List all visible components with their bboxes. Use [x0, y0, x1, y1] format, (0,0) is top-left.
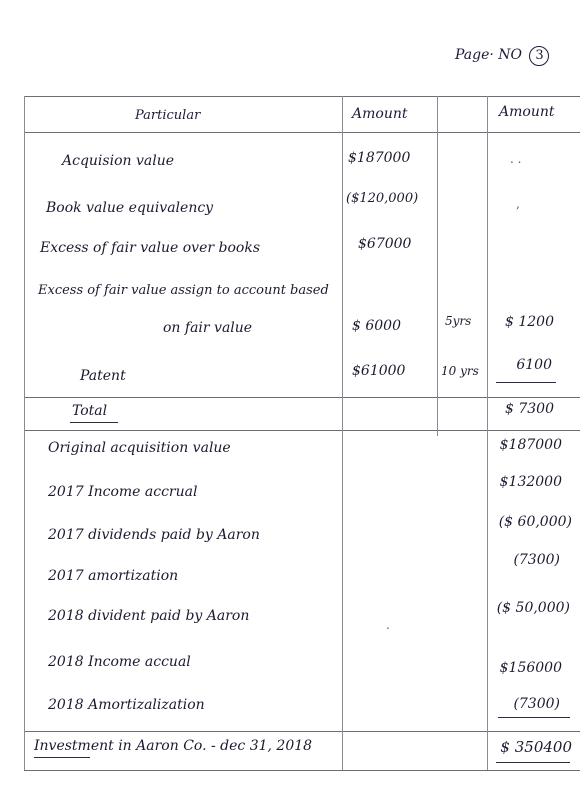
inv-row-original-amount: $187000	[499, 437, 562, 453]
inv-row-2018-amort-amount: (7300)	[513, 696, 560, 712]
years-column-divider	[437, 96, 438, 436]
row-book-value-label: Book value equivalency	[46, 200, 214, 216]
final-top-border	[24, 731, 580, 732]
row-patent-amount: $61000	[352, 363, 406, 379]
row-excess-assign-years: 5yrs	[445, 314, 472, 328]
inv-row-2018-amort-label: 2018 Amortizalization	[48, 697, 205, 713]
row-acquisition-amount: $187000	[348, 150, 411, 166]
total-label: Total	[72, 403, 108, 419]
inv-row-2017-amort-amount: (7300)	[513, 552, 560, 568]
amount-column-divider	[342, 96, 343, 770]
row-excess-label: Excess of fair value over books	[40, 240, 261, 256]
header-amount-1: Amount	[352, 106, 408, 122]
inv-row-original-label: Original acquisition value	[48, 440, 231, 456]
row-excess-amount: $67000	[358, 236, 412, 252]
amort-underline	[498, 717, 570, 718]
row-patent-label: Patent	[80, 368, 126, 384]
page-label: Page· NO	[455, 47, 523, 63]
inv-row-2017-amort-label: 2017 amortization	[48, 568, 179, 584]
header-particular: Particular	[135, 108, 201, 123]
final-label: Investment in Aaron Co. - dec 31, 2018	[34, 738, 313, 754]
row-book-value-amount: ($120,000)	[346, 191, 419, 206]
inv-row-2018-income-label: 2018 Income accual	[48, 654, 191, 670]
row-excess-assign-amount: $ 6000	[352, 318, 401, 334]
table-bottom-border	[24, 770, 580, 771]
final-amount2: $ 350400	[500, 738, 572, 756]
left-border	[24, 96, 25, 770]
total-underline	[70, 422, 118, 423]
row-excess-assign-amount2: $ 1200	[505, 314, 554, 330]
final-double-underline	[496, 762, 570, 763]
inv-row-2018-dividend-label: 2018 divident paid by Aaron	[48, 608, 250, 624]
header-bottom-border	[24, 132, 580, 133]
total-amount2: $ 7300	[505, 401, 554, 417]
inv-row-2017-income-label: 2017 Income accrual	[48, 484, 198, 500]
patent-underline	[496, 382, 556, 383]
mark-dot: . .	[510, 152, 522, 166]
inv-row-2017-dividends-label: 2017 dividends paid by Aaron	[48, 527, 260, 543]
header-amount-2: Amount	[499, 104, 555, 120]
mark-dot: .	[386, 618, 390, 632]
row-patent-years: 10 yrs	[441, 364, 479, 378]
row-excess-assign-continuation: on fair value	[163, 320, 253, 336]
total-top-border	[24, 397, 580, 398]
row-excess-assign-label: Excess of fair value assign to account based	[38, 283, 329, 298]
page-number-circle: 3	[529, 46, 549, 66]
row-patent-amount2: 6100	[516, 357, 552, 373]
inv-row-2018-dividend-amount: ($ 50,000)	[496, 600, 570, 616]
inv-row-2017-income-amount: $132000	[499, 474, 562, 490]
table-top-border	[24, 96, 580, 97]
total-bottom-border	[24, 430, 580, 431]
inv-row-2017-dividends-amount: ($ 60,000)	[498, 514, 572, 530]
page-number	[455, 46, 549, 66]
inv-row-2018-income-amount: $156000	[499, 660, 562, 676]
final-underline	[34, 757, 90, 758]
row-acquisition-label: Acquision value	[62, 153, 174, 169]
mark-dot: ,	[516, 197, 520, 211]
